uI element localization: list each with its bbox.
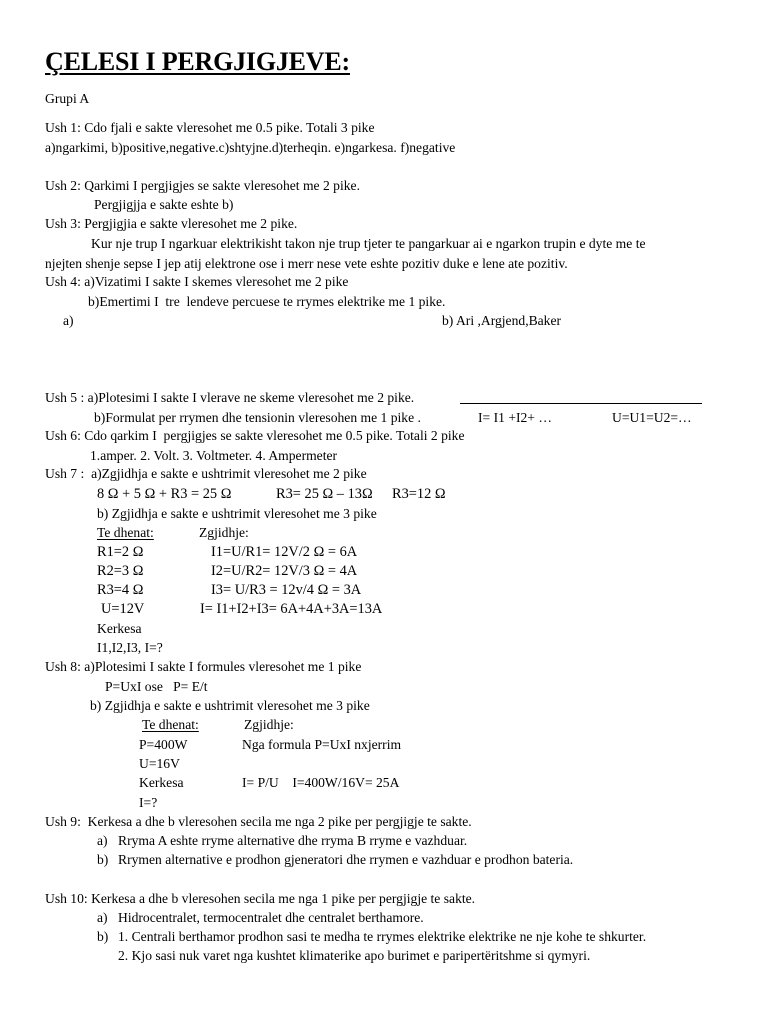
exercise-7-given-heading: Te dhenat: — [97, 525, 154, 540]
exercise-9-b-answer: Rrymen alternative e prodhon gjeneratori dhe rrymen e vazhduar e prodhon bateria. — [118, 852, 574, 867]
exercise-5-current-formula: I= I1 +I2+ … — [478, 410, 552, 425]
page-title: ÇELESI I PERGJIGJEVE: — [45, 47, 350, 76]
exercise-8-requirement: I=? — [139, 795, 158, 810]
exercise-8-given-heading: Te dhenat: — [142, 717, 199, 732]
exercise-7-i2: I2=U/R2= 12V/3 Ω = 4A — [211, 563, 358, 579]
exercise-7-equation-1: 8 Ω + 5 Ω + R3 = 25 Ω — [97, 486, 232, 502]
exercise-4-part-b: b)Emertimi I tre lendeve percuese te rrymes elektrike me 1 pike. — [88, 294, 446, 309]
exercise-8-requirement-label: Kerkesa — [139, 775, 184, 790]
exercise-7-total-current: I= I1+I2+I3= 6A+4A+3A=13A — [200, 601, 383, 617]
exercise-7-solution-heading: Zgjidhje: — [199, 525, 249, 540]
exercise-9-b-label: b) — [97, 852, 109, 867]
exercise-3-answer-line-1: Kur nje trup I ngarkuar elektrikisht takon nje trup tjeter te pangarkuar ai e ngarkon trupin e dyte me te — [91, 236, 646, 251]
exercise-9-a-answer: Rryma A eshte rryme alternative dhe rryma B rryme e vazhduar. — [118, 833, 468, 848]
exercise-7-equation-3: R3=12 Ω — [392, 486, 446, 502]
exercise-7-u: U=12V — [101, 601, 145, 617]
exercise-7-heading: Ush 7 : a)Zgjidhja e sakte e ushtrimit vleresohet me 2 pike — [45, 466, 367, 481]
exercise-3-answer-line-2: njejten shenje sepse I jep atij elektrone ose i merr nese vete eshte pozitiv duke e lene ate pozitiv. — [45, 256, 568, 271]
exercise-8-calculation: I= P/U I=400W/16V= 25A — [242, 775, 400, 790]
exercise-10-b-answer-2: 2. Kjo sasi nuk varet nga kushtet klimaterike apo burimet e paripertëritshme si qymyri. — [118, 948, 591, 963]
exercise-8-power: P=400W — [139, 737, 188, 752]
exercise-1-answers: a)ngarkimi, b)positive,negative.c)shtyjne.d)terheqin. e)ngarkesa. f)negative — [45, 140, 456, 155]
answer-blank-line — [460, 403, 702, 404]
exercise-6-answers: 1.amper. 2. Volt. 3. Voltmeter. 4. Ampermeter — [90, 448, 338, 463]
exercise-3-heading: Ush 3: Pergjigjia e sakte vleresohet me 2 pike. — [45, 216, 298, 231]
group-label: Grupi A — [45, 91, 90, 106]
exercise-7-requirement-label: Kerkesa — [97, 621, 142, 636]
exercise-10-a-label: a) — [97, 910, 108, 925]
exercise-7-i1: I1=U/R1= 12V/2 Ω = 6A — [211, 544, 358, 560]
exercise-4-answer-b: b) Ari ,Argjend,Baker — [442, 313, 562, 328]
exercise-10-heading: Ush 10: Kerkesa a dhe b vleresohen secila me nga 1 pike per pergjigje te sakte. — [45, 891, 476, 906]
exercise-1-heading: Ush 1: Cdo fjali e sakte vleresohet me 0.5 pike. Totali 3 pike — [45, 120, 375, 135]
exercise-9-heading: Ush 9: Kerkesa a dhe b vleresohen secila me nga 2 pike per pergjigje te sakte. — [45, 814, 472, 829]
exercise-8-solution-heading: Zgjidhje: — [244, 717, 294, 732]
exercise-7-r2: R2=3 Ω — [97, 563, 144, 579]
exercise-6-heading: Ush 6: Cdo qarkim I pergjigjes se sakte vleresohet me 0.5 pike. Totali 2 pike — [45, 428, 465, 443]
exercise-2-answer: Pergjigjja e sakte eshte b) — [94, 197, 234, 212]
exercise-8-heading: Ush 8: a)Plotesimi I sakte I formules vleresohet me 1 pike — [45, 659, 362, 674]
exercise-5-part-b: b)Formulat per rrymen dhe tensionin vleresohen me 1 pike . — [94, 410, 421, 425]
exercise-8-part-b: b) Zgjidhja e sakte e ushtrimit vleresohet me 3 pike — [90, 698, 370, 713]
exercise-5-voltage-formula: U=U1=U2=… — [612, 410, 692, 425]
exercise-10-a-answer: Hidrocentralet, termocentralet dhe centralet berthamore. — [118, 910, 424, 925]
exercise-5-heading: Ush 5 : a)Plotesimi I sakte I vlerave ne skeme vleresohet me 2 pike. — [45, 390, 415, 405]
exercise-7-r3: R3=4 Ω — [97, 582, 144, 598]
exercise-7-part-b: b) Zgjidhja e sakte e ushtrimit vleresohet me 3 pike — [97, 506, 377, 521]
exercise-10-b-answer-1: 1. Centrali berthamor prodhon sasi te medha te rrymes elektrike elektrike ne nje kohe te shkurter. — [118, 929, 647, 944]
exercise-10-b-label: b) — [97, 929, 109, 944]
exercise-9-a-label: a) — [97, 833, 108, 848]
exercise-7-i3: I3= U/R3 = 12v/4 Ω = 3A — [211, 582, 362, 598]
exercise-7-r1: R1=2 Ω — [97, 544, 144, 560]
exercise-8-formula: P=UxI ose P= E/t — [105, 679, 208, 694]
exercise-7-equation-2: R3= 25 Ω – 13Ω — [276, 486, 373, 502]
exercise-8-voltage: U=16V — [139, 756, 180, 771]
exercise-8-formula-note: Nga formula P=UxI nxjerrim — [242, 737, 402, 752]
exercise-2-heading: Ush 2: Qarkimi I pergjigjes se sakte vleresohet me 2 pike. — [45, 178, 360, 193]
exercise-4-heading: Ush 4: a)Vizatimi I sakte I skemes vleresohet me 2 pike — [45, 274, 349, 289]
exercise-7-requirement: I1,I2,I3, I=? — [97, 640, 163, 655]
exercise-4-answer-a-label: a) — [63, 313, 74, 328]
